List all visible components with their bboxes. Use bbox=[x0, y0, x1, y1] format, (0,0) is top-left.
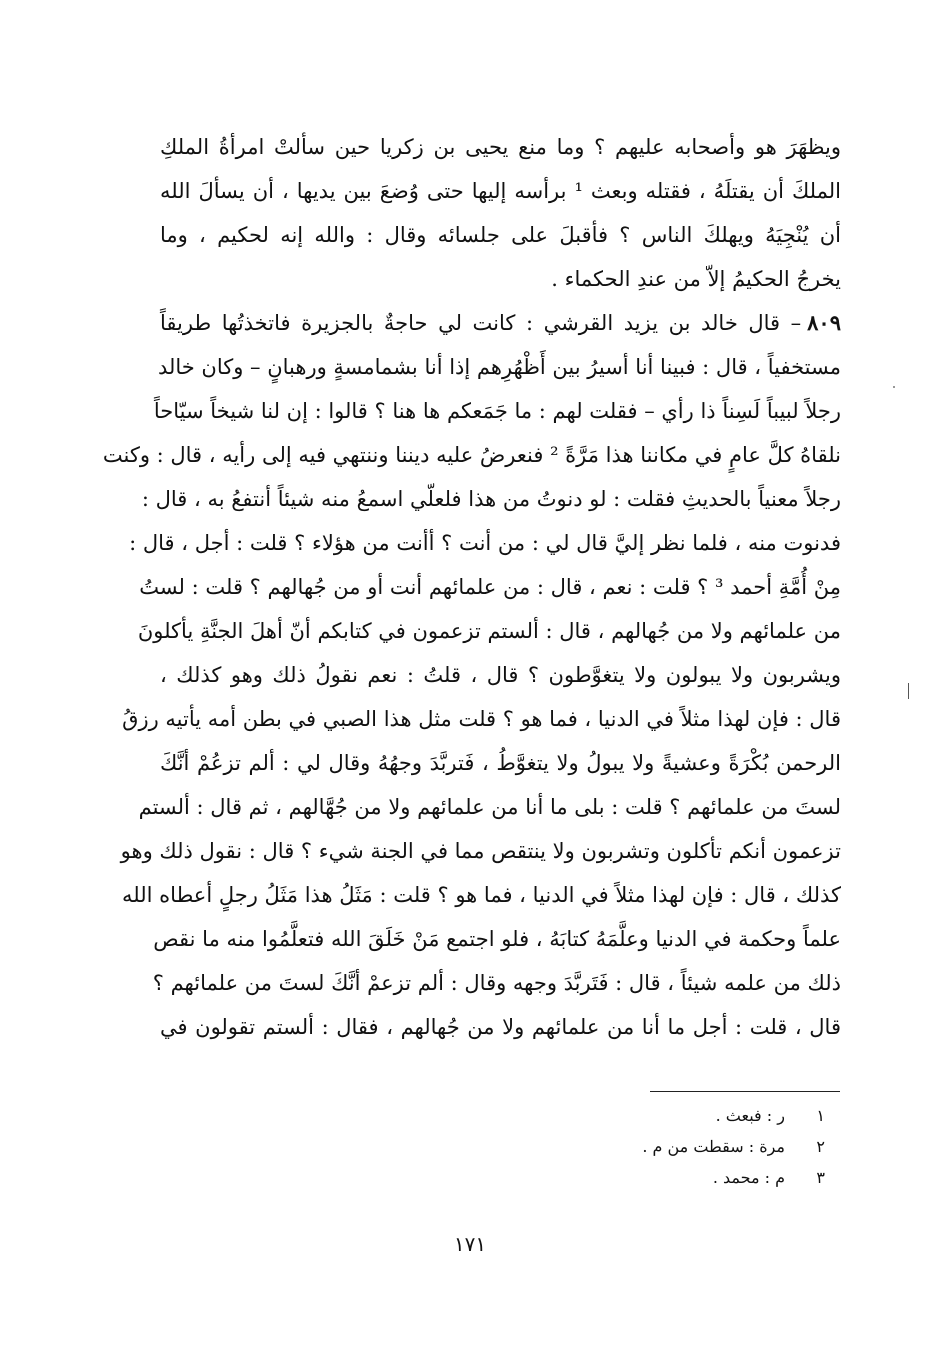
paragraph-start-line bbox=[160, 301, 841, 345]
margin-mark bbox=[908, 683, 909, 699]
footnotes bbox=[500, 1100, 825, 1193]
text-line: رجلاً معنياً بالحديثِ فقلت : لو دنوتُ من هذا فلعلّي اسمعُ منه شيئاً أنتفعُ به ، قال : bbox=[141, 487, 841, 511]
footnote-separator bbox=[650, 1091, 840, 1092]
text-line: مِنْ أُمَّةِ أحمد ³ ؟ قلت : نعم ، قال : من علمائهم أنت أو من جُهالهم ؟ قلت : لستُ bbox=[139, 575, 841, 599]
text-line: الرحمن بُكْرَةً وعشيةً ولا يبولُ ولا يتغوَّطُ ، فَتربَّدَ وجهُهُ وقال لي : ألم تزعُمْ أنَّكَ bbox=[160, 751, 841, 775]
text-line: ويظهَرَ هو وأصحابه عليهم ؟ وما منع يحيى بن زكريا حين سألتْ امرأةُ الملكِ bbox=[160, 135, 841, 159]
margin-speck bbox=[893, 386, 895, 388]
footnote-number: ١ bbox=[816, 1106, 825, 1125]
footnote-text: مرة : سقطت من م . bbox=[642, 1137, 785, 1156]
footnote bbox=[500, 1131, 825, 1162]
text-line: – قال خالد بن يزيد القرشي : كانت لي حاجةٌ بالجزيرة فاتخذتُها طريقاً bbox=[160, 311, 802, 335]
footnote bbox=[500, 1100, 825, 1131]
text-line: الملكَ أن يقتلَهُ ، فقتله وبعث ¹ برأسه إليها حتى وُضعَ بين يديها ، أن يسألَ الله bbox=[160, 179, 841, 203]
text-line: لستَ من علمائهم ؟ قلت : بلى ما أنا من علمائهم ولا من جُهَّالهم ، ثم قال : ألستم bbox=[138, 795, 841, 819]
text-line: أن يُنْجِيَهُ ويهلكَ الناس ؟ فأقبلَ على جلسائه وقال : والله إنه لحكيم ، وما bbox=[160, 223, 841, 247]
text-line: يخرجُ الحكيمُ إلاّ من عندِ الحكماء . bbox=[551, 267, 841, 291]
footnote-text: م : محمد . bbox=[712, 1168, 785, 1187]
text-line: ويشربون ولا يبولون ولا يتغوَّطون ؟ قال ، قلتُ : نعم نقولُ ذلك وهو كذلك ، bbox=[160, 663, 841, 687]
footnote-number: ٣ bbox=[816, 1168, 825, 1187]
text-line: قال : فإن لهذا مثلاً في الدنيا ، فما هو ؟ قلت مثل هذا الصبي في بطن أمه يأتيه رزقُ bbox=[122, 707, 841, 731]
text-line: رجلاً لبيباً لَسِناً ذا رأي – فقلت لهم : ما جَمَعكم ها هنا ؟ قالوا : إن لنا شيخاً سيّاحاً bbox=[153, 399, 841, 423]
footnote-text: ر : فبعث . bbox=[715, 1106, 785, 1125]
text-line: تزعمون أنكم تأكلون وتشربون ولا ينتقص مما في الجنة شيء ؟ قال : نقول ذلك وهو bbox=[120, 839, 841, 863]
text-line: قال ، قلت : أجل ما أنا من علمائهم ولا من جُهالهم ، فقال : ألستم تقولون في bbox=[160, 1015, 841, 1039]
footnote bbox=[500, 1162, 825, 1193]
text-line: من علمائهم ولا من جُهالهم ، قال : ألستم تزعمون في كتابكم أنّ أهلَ الجنَّةِ يأكلونَ bbox=[137, 619, 841, 643]
page-number: ١٧١ bbox=[453, 1232, 487, 1256]
text-line: مستخفياً ، قال : فبينا أنا أسيرُ بين أَظْهُرِهم إذا أنا بشمامسةٍ ورهبانٍ – وكان خالد bbox=[157, 355, 841, 379]
footnote-number: ٢ bbox=[816, 1137, 825, 1156]
paragraph-number: ٨٠٩ bbox=[807, 310, 841, 335]
text-line: ذلك من علمه شيئاً ، قال : فَتَربَّدَ وجهه وقال : ألم تزعمْ أنَّكَ لستَ من علمائهم ؟ bbox=[152, 971, 841, 995]
main-text bbox=[102, 125, 841, 1049]
text-line: علماً وحكمة في الدنيا وعلَّمَهُ كتابَهُ ، فلو اجتمع مَنْ خَلَقَ الله فتعلَّمُوا منه ما نقص bbox=[153, 927, 841, 951]
text-line: نلقاهُ كلَّ عامٍ في مكاننا هذا مَرَّةً ² فنعرضُ عليه ديننا وننتهي فيه إلى رأيه ، قال : وكنت bbox=[102, 443, 841, 467]
text-line: كذلك ، قال : فإن لهذا مثلاً في الدنيا ، فما هو ؟ قلت : مَثَلُ هذا مَثَلُ رجلٍ أعطاه الله bbox=[122, 883, 841, 907]
text-line: فدنوت منه ، فلما نظر إليَّ قال لي : من أنت ؟ أأنت من هؤلاء ؟ قلت : أجل ، قال : bbox=[129, 531, 841, 555]
